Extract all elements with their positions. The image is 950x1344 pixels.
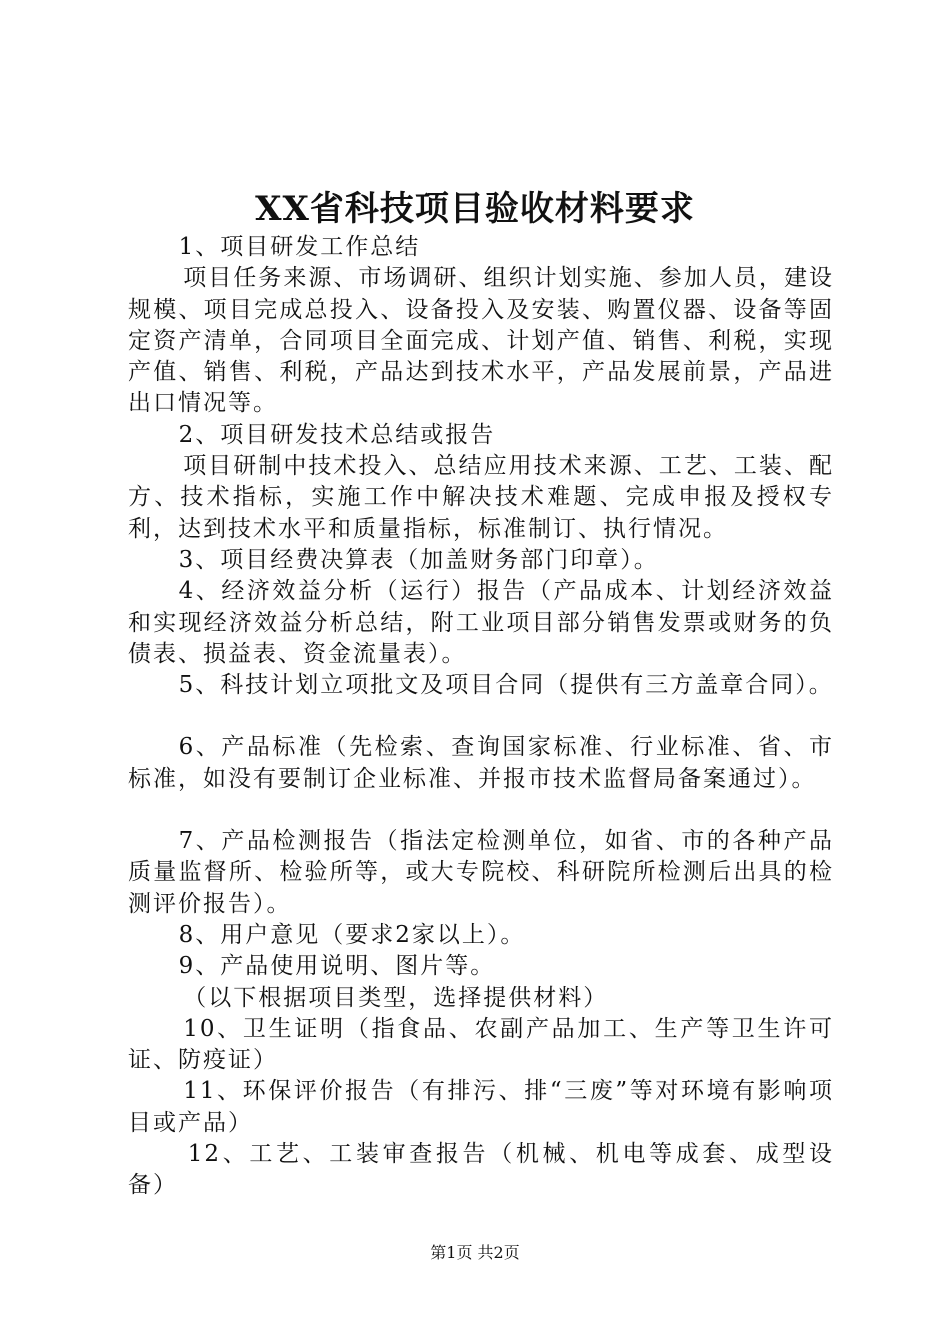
paragraph-11: 9、产品使用说明、图片等。 (178, 953, 496, 980)
page-number-footer: 第1页 共2页 (430, 1243, 520, 1262)
paragraph-4: 项目研制中技术投入、总结应用技术来源、工艺、工装、配方、技术指标，实施工作中解决技术难题、完成申报及授权专利，达到技术水平和质量指标，标准制订、执行情况。 (128, 453, 834, 542)
paragraph-8: 6、产品标准（先检索、查询国家标准、行业标准、省、市标准，如没有要制订企业标准、并报市技术监督局备案通过）。 (128, 734, 834, 792)
document-body (128, 232, 834, 1202)
paragraph-2: 项目任务来源、市场调研、组织计划实施、参加人员，建设规模、项目完成总投入、设备投入及安装、购置仪器、设备等固定资产清单，合同项目全面完成、计划产值、销售、利税，实现产值、销售、利税，产品达到技术水平，产品发展前景，产品进出口情况等。 (128, 265, 834, 417)
paragraph-5: 3、项目经费决算表（加盖财务部门印章）。 (178, 546, 659, 573)
paragraph-6: 4、经济效益分析（运行）报告（产品成本、计划经济效益和实现经济效益分析总结，附工业项目部分销售发票或财务的负债表、损益表、资金流量表）。 (128, 578, 834, 667)
paragraph-10: 8、用户意见（要求2家以上）。 (178, 921, 526, 948)
paragraph-12: （以下根据项目类型，选择提供材料） (183, 984, 609, 1011)
paragraph-7: 5、科技计划立项批文及项目合同（提供有三方盖章合同）。 (178, 672, 834, 699)
paragraph-1: 1、项目研发工作总结 (178, 234, 421, 260)
paragraph-3: 2、项目研发技术总结或报告 (178, 421, 496, 448)
document-title: XX省科技项目验收材料要求 (255, 189, 695, 229)
paragraph-14: 11、环保评价报告（有排污、排“三废”等对环境有影响项目或产品） (128, 1078, 834, 1136)
paragraph-13: 10、卫生证明（指食品、农副产品加工、生产等卫生许可证、防疫证） (128, 1015, 834, 1074)
paragraph-9: 7、产品检测报告（指法定检测单位，如省、市的各种产品质量监督所、检验所等，或大专院校、科研院所检测后出具的检测评价报告）。 (128, 828, 834, 917)
paragraph-15: 12、工艺、工装审查报告（机械、机电等成套、成型设备） (128, 1141, 834, 1199)
